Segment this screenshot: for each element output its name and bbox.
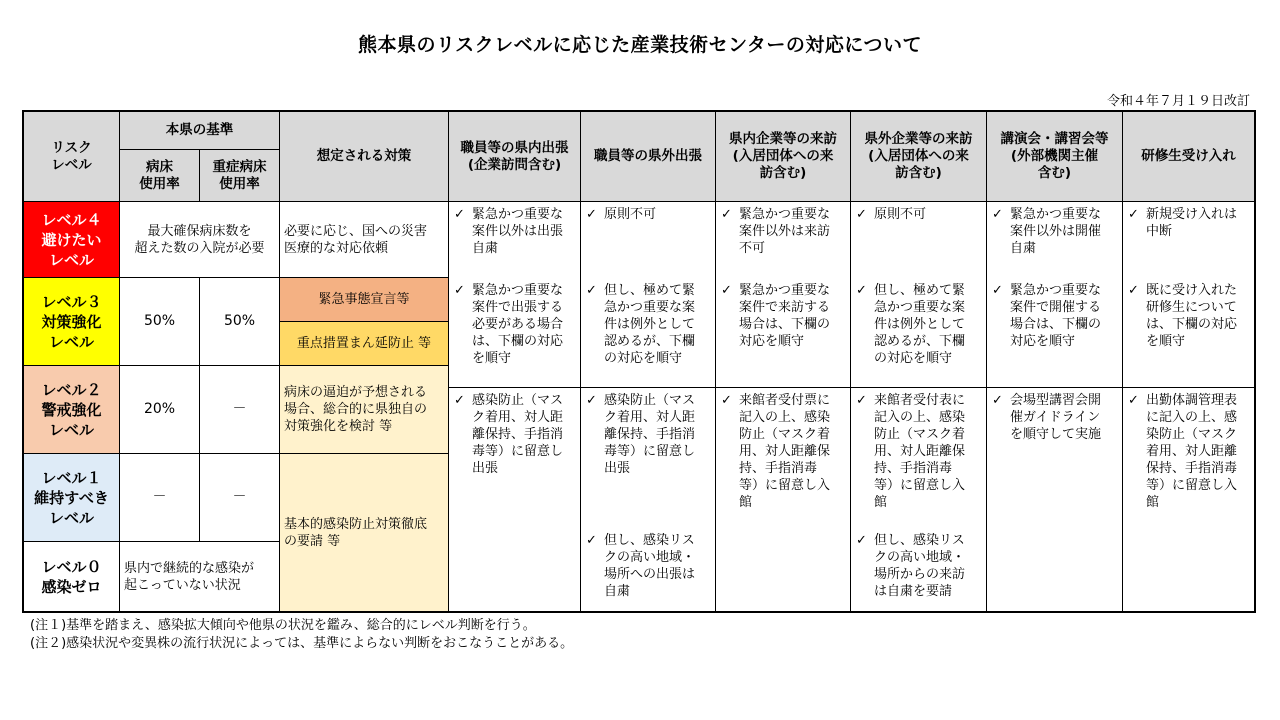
- measure-level-2: 病床の逼迫が予想される 場合、総合的に県独自の 対策強化を検討 等: [280, 366, 449, 454]
- measure-emergency-declaration: 緊急事態宣言等: [280, 278, 449, 322]
- header-expected-measures: 想定される対策: [280, 112, 449, 202]
- bed-usage-level-2: 20%: [120, 366, 200, 454]
- staff-in-pref-level-4: ✓ 緊急かつ重要な 案件以外は出張 自粛: [449, 202, 581, 278]
- severe-bed-usage-level-2: －: [200, 366, 280, 454]
- header-criteria: 本県の基準: [120, 112, 280, 150]
- header-seminars: 講演会・講習会等 (外部機関主催 含む): [987, 112, 1123, 202]
- visits-out-pref-level-1: ✓ 但し、感染リス クの高い地域・ 場所からの来訪 は自粛を要請: [851, 528, 987, 611]
- visits-out-pref-level-2: ✓ 来館者受付表に 記入の上、感染 防止（マスク着 用、対人距離保 持、手指消毒 等）に留意し入 館: [851, 388, 987, 528]
- header-visits-out-pref: 県外企業等の来訪 (入居団体への来 訪含む): [851, 112, 987, 202]
- header-severe-bed-usage: 重症病床 使用率: [200, 150, 280, 202]
- header-staff-out-pref: 職員等の県外出張: [581, 112, 716, 202]
- visits-out-pref-level-3: ✓ 但し、極めて緊 急かつ重要な案 件は例外として 認めるが、下欄 の対応を順守: [851, 278, 987, 388]
- criteria-level-4: 最大確保病床数を 超えた数の入院が必要: [120, 202, 280, 278]
- page-title: 熊本県のリスクレベルに応じた産業技術センターの対応について: [358, 34, 922, 56]
- staff-out-pref-level-4: ✓ 原則不可: [581, 202, 716, 278]
- visits-in-pref-level-3: ✓ 緊急かつ重要な 案件で来訪する 場合は、下欄の 対応を順守: [716, 278, 851, 388]
- risk-level-table: [22, 110, 1256, 613]
- visits-in-pref-level-2: ✓ 来館者受付票に 記入の上、感染 防止（マスク着 用、対人距離保 持、手指消毒 等）に留意し入 館: [716, 388, 851, 611]
- measure-priority-prevention: 重点措置まん延防止 等: [280, 322, 449, 366]
- header-bed-usage: 病床 使用率: [120, 150, 200, 202]
- header-staff-in-pref: 職員等の県内出張 (企業訪問含む): [449, 112, 581, 202]
- staff-in-pref-level-2: ✓ 感染防止（マス ク着用、対人距 離保持、手指消 毒等）に留意し 出張: [449, 388, 581, 611]
- staff-in-pref-level-3: ✓ 緊急かつ重要な 案件で出張する 必要がある場合 は、下欄の対応 を順守: [449, 278, 581, 388]
- level-3-label: レベル３ 対策強化 レベル: [24, 278, 120, 366]
- level-4-label: レベル４ 避けたい レベル: [24, 202, 120, 278]
- header-trainees: 研修生受け入れ: [1123, 112, 1254, 202]
- footnotes: [30, 617, 573, 653]
- seminars-level-3: ✓ 緊急かつ重要な 案件で開催する 場合は、下欄の 対応を順守: [987, 278, 1123, 388]
- level-2-label: レベル２ 警戒強化 レベル: [24, 366, 120, 454]
- footnote-1: (注１)基準を踏まえ、感染拡大傾向や他県の状況を鑑み、総合的にレベル判断を行う。: [30, 618, 536, 633]
- visits-out-pref-level-4: ✓ 原則不可: [851, 202, 987, 278]
- criteria-level-0: 県内で継続的な感染が 起こっていない状況: [120, 542, 280, 611]
- revision-date: 令和４年７月１９日改訂: [1106, 94, 1250, 109]
- trainees-level-2: ✓ 出勤体調管理表 に記入の上、感 染防止（マスク 着用、対人距離 保持、手指消毒 等）に留意し入 館: [1128, 393, 1238, 510]
- seminars-level-2: ✓ 会場型講習会開 催ガイドライン を順守して実施: [987, 388, 1123, 611]
- measure-basic-prevention: 基本的感染防止対策徹底 の要請 等: [280, 454, 449, 611]
- header-risk-level: リスク レベル: [24, 112, 120, 202]
- level-0-label: レベル０ 感染ゼロ: [24, 542, 120, 611]
- severe-bed-usage-level-1: －: [200, 454, 280, 542]
- bed-usage-level-3: 50%: [120, 278, 200, 366]
- level-1-label: レベル１ 維持すべき レベル: [24, 454, 120, 542]
- header-visits-in-pref: 県内企業等の来訪 (入居団体への来 訪含む): [716, 112, 851, 202]
- staff-out-pref-level-3: ✓ 但し、極めて緊 急かつ重要な案 件は例外として 認めるが、下欄 の対応を順守: [581, 278, 716, 388]
- measure-level-4: 必要に応じ、国への災害 医療的な対応依頼: [280, 202, 449, 278]
- trainees-level-3: ✓ 既に受け入れた 研修生について は、下欄の対応 を順守: [1123, 278, 1254, 388]
- bed-usage-level-1: －: [120, 454, 200, 542]
- staff-out-pref-level-2: ✓ 感染防止（マス ク着用、対人距 離保持、手指消 毒等）に留意し 出張: [581, 388, 716, 528]
- severe-bed-usage-level-3: 50%: [200, 278, 280, 366]
- seminars-level-4: ✓ 緊急かつ重要な 案件以外は開催 自粛: [987, 202, 1123, 278]
- staff-out-pref-level-1: ✓ 但し、感染リス クの高い地域・ 場所への出張は 自粛: [581, 528, 716, 611]
- trainees-level-4: ✓ 新規受け入れは 中断: [1128, 207, 1238, 239]
- visits-in-pref-level-4: ✓ 緊急かつ重要な 案件以外は来訪 不可: [716, 202, 851, 278]
- footnote-2: (注２)感染状況や変異株の流行状況によっては、基準によらない判断をおこなうことがある。: [30, 636, 574, 651]
